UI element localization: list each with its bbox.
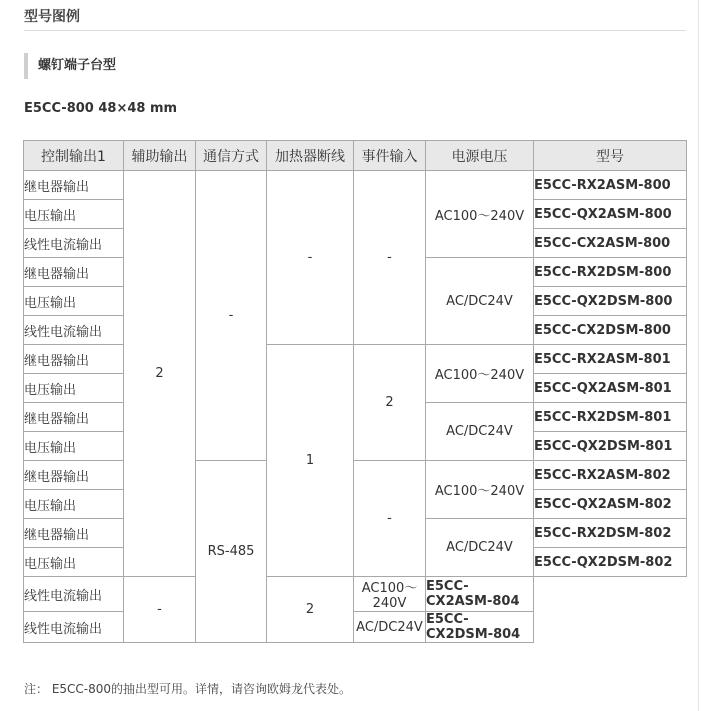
control-output-cell: 线性电流输出 — [24, 577, 124, 612]
header-heater-break: 加热器断线 — [267, 141, 354, 171]
table-row — [24, 171, 687, 200]
power-cell: AC100～240V — [354, 577, 426, 612]
model-cell: E5CC-QX2DSM-800 — [534, 287, 687, 316]
control-output-cell: 电压输出 — [24, 432, 124, 461]
table-row — [24, 345, 687, 374]
model-cell: E5CC-CX2ASM-800 — [534, 229, 687, 258]
control-output-cell: 继电器输出 — [24, 461, 124, 490]
model-cell: E5CC-QX2DSM-802 — [534, 548, 687, 577]
model-cell: E5CC-RX2ASM-802 — [534, 461, 687, 490]
header-power: 电源电压 — [426, 141, 534, 171]
table-row — [24, 612, 687, 643]
control-output-cell: 线性电流输出 — [24, 229, 124, 258]
model-cell: E5CC-QX2ASM-802 — [534, 490, 687, 519]
control-output-cell: 电压输出 — [24, 548, 124, 577]
footnote: 注： E5CC-800的抽出型可用。详情，请咨询欧姆龙代表处。 — [24, 682, 352, 696]
power-cell: AC100～240V — [426, 461, 534, 519]
model-cell: E5CC-QX2ASM-801 — [534, 374, 687, 403]
control-output-cell: 电压输出 — [24, 287, 124, 316]
heater-cell: - — [124, 577, 196, 643]
model-cell: E5CC-QX2ASM-800 — [534, 200, 687, 229]
model-cell: E5CC-RX2DSM-802 — [534, 519, 687, 548]
aux-output-cell: 2 — [124, 171, 196, 577]
section-divider — [24, 30, 686, 31]
power-cell: AC/DC24V — [354, 612, 426, 643]
control-output-cell: 继电器输出 — [24, 345, 124, 374]
event-cell: 2 — [267, 577, 354, 643]
header-event-input: 事件输入 — [354, 141, 426, 171]
event-cell: - — [354, 171, 426, 345]
model-cell: E5CC-QX2DSM-801 — [534, 432, 687, 461]
model-cell: E5CC-CX2DSM-800 — [534, 316, 687, 345]
heater-cell: - — [267, 171, 354, 345]
header-aux-output: 辅助输出 — [124, 141, 196, 171]
control-output-cell: 电压输出 — [24, 374, 124, 403]
power-cell: AC100～240V — [426, 345, 534, 403]
power-cell: AC/DC24V — [426, 403, 534, 461]
comm-cell: - — [196, 171, 267, 461]
control-output-cell: 继电器输出 — [24, 519, 124, 548]
model-cell: E5CC-CX2DSM-804 — [426, 612, 534, 643]
model-cell: E5CC-RX2DSM-800 — [534, 258, 687, 287]
control-output-cell: 线性电流输出 — [24, 612, 124, 643]
power-cell: AC/DC24V — [426, 519, 534, 577]
control-output-cell: 线性电流输出 — [24, 316, 124, 345]
header-comm: 通信方式 — [196, 141, 267, 171]
power-cell: AC100～240V — [426, 171, 534, 258]
model-series: E5CC-800 48×48 mm — [24, 101, 178, 116]
control-output-cell: 继电器输出 — [24, 171, 124, 200]
model-cell: E5CC-RX2ASM-800 — [534, 171, 687, 200]
header-control-output: 控制输出1 — [24, 141, 124, 171]
heater-cell: 1 — [267, 345, 354, 577]
model-cell: E5CC-CX2ASM-804 — [426, 577, 534, 612]
subsection-title: 螺钉端子台型 — [24, 53, 338, 79]
comm-cell: RS-485 — [196, 461, 267, 643]
table-row — [24, 461, 687, 490]
power-cell: AC/DC24V — [426, 258, 534, 345]
control-output-cell: 继电器输出 — [24, 403, 124, 432]
table-row — [24, 577, 687, 612]
model-cell: E5CC-RX2ASM-801 — [534, 345, 687, 374]
model-table — [23, 140, 687, 643]
event-cell: 2 — [354, 345, 426, 461]
control-output-cell: 电压输出 — [24, 490, 124, 519]
section-title: 型号图例 — [24, 9, 80, 25]
header-model: 型号 — [534, 141, 687, 171]
event-cell: - — [354, 461, 426, 577]
table-header-row — [24, 141, 687, 171]
model-cell: E5CC-RX2DSM-801 — [534, 403, 687, 432]
control-output-cell: 继电器输出 — [24, 258, 124, 287]
control-output-cell: 电压输出 — [24, 200, 124, 229]
